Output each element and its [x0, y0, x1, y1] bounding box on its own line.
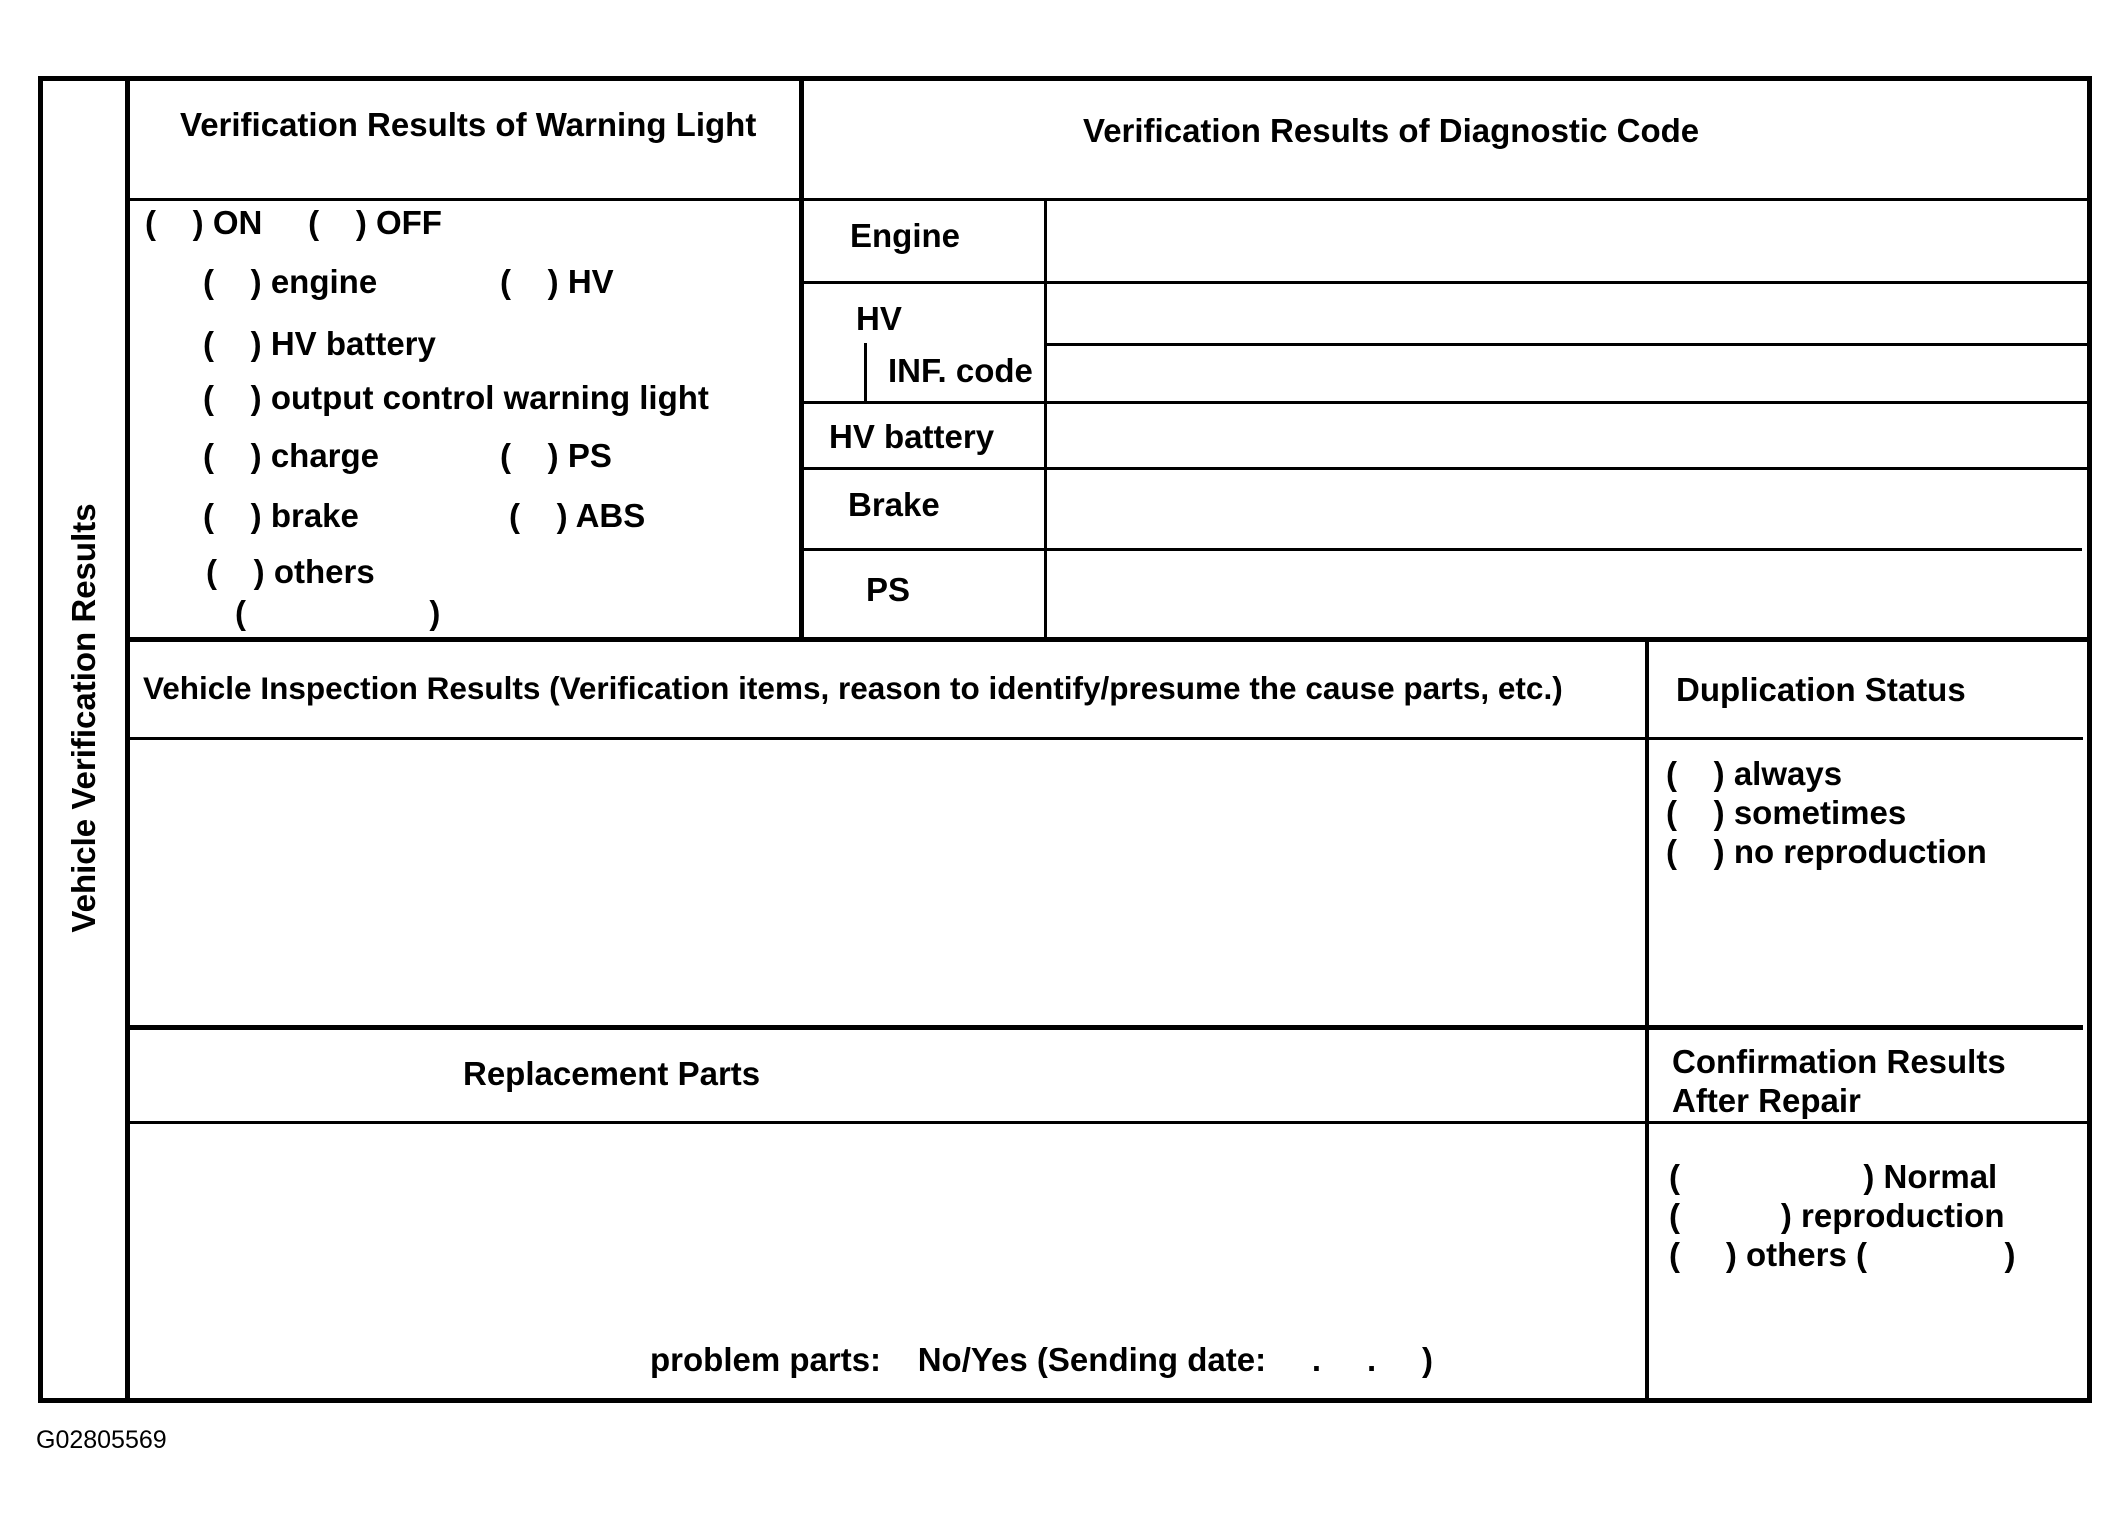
frame-left: [38, 76, 43, 1403]
figure-id: G02805569: [36, 1426, 167, 1454]
warning-charge: ( ) charge: [203, 437, 380, 474]
diag-label-hv-battery: HV battery: [829, 418, 995, 455]
diag-row-line-4: [802, 467, 2090, 470]
diag-label-hv: HV: [856, 300, 902, 337]
diag-label-ps: PS: [866, 571, 911, 608]
diag-row-line-5: [802, 548, 2082, 551]
warning-hv-battery: ( ) HV battery: [203, 325, 436, 362]
frame-bottom: [38, 1398, 2092, 1403]
inspection-header-underline: [128, 737, 2083, 740]
diagnostic-code-title: Verification Results of Diagnostic Code: [1083, 112, 1700, 149]
warning-hv: ( ) HV: [500, 263, 614, 300]
replacement-parts-title: Replacement Parts: [463, 1055, 761, 1092]
top-section-bottom: [128, 637, 2090, 642]
diag-inf-vertical: [864, 343, 867, 402]
warning-others: ( ) others: [206, 553, 375, 590]
duplication-title: Duplication Status: [1676, 671, 1966, 708]
diag-label-inf-code: INF. code: [888, 352, 1033, 389]
mid-section-bottom: [128, 1025, 2083, 1030]
top-vertical-divider: [799, 76, 804, 640]
duplication-sometimes: ( ) sometimes: [1666, 794, 1907, 831]
diag-row-line-3: [802, 401, 2090, 404]
warning-ps: ( ) PS: [500, 437, 612, 474]
side-label: Vehicle Verification Results: [65, 503, 102, 933]
warning-others-blank: ( ): [235, 594, 441, 631]
inspection-title: Vehicle Inspection Results (Verification items, reason to identify/presume the cause parts, etc.): [143, 670, 1563, 706]
confirmation-title-line2: After Repair: [1672, 1082, 1861, 1119]
diag-label-engine: Engine: [850, 217, 961, 254]
confirmation-title-line1: Confirmation Results: [1672, 1043, 2006, 1080]
warning-on-off-row: ( ) ON ( ) OFF: [145, 204, 442, 241]
mid-vertical-divider: [1645, 640, 1649, 1400]
problem-parts-line: problem parts: No/Yes (Sending date: . . ): [650, 1341, 1433, 1378]
diag-label-brake: Brake: [848, 486, 940, 523]
warning-abs: ( ) ABS: [509, 497, 646, 534]
confirmation-normal: ( ) Normal: [1669, 1158, 1998, 1195]
diag-row-line-2: [1044, 343, 2090, 346]
header-underline: [128, 198, 2090, 201]
frame-top: [38, 76, 2092, 81]
duplication-no-reproduction: ( ) no reproduction: [1666, 833, 1987, 870]
warning-engine: ( ) engine: [203, 263, 378, 300]
warning-light-title: Verification Results of Warning Light: [180, 106, 757, 143]
warning-brake: ( ) brake: [203, 497, 359, 534]
diag-label-divider: [1044, 200, 1047, 640]
frame-right: [2087, 76, 2092, 1403]
confirmation-others: ( ) others ( ): [1669, 1236, 2016, 1273]
duplication-always: ( ) always: [1666, 755, 1843, 792]
warning-output-control: ( ) output control warning light: [203, 379, 709, 416]
diag-row-line-1: [802, 281, 2090, 284]
confirmation-reproduction: ( ) reproduction: [1669, 1197, 2005, 1234]
replacement-header-underline: [128, 1121, 2090, 1124]
